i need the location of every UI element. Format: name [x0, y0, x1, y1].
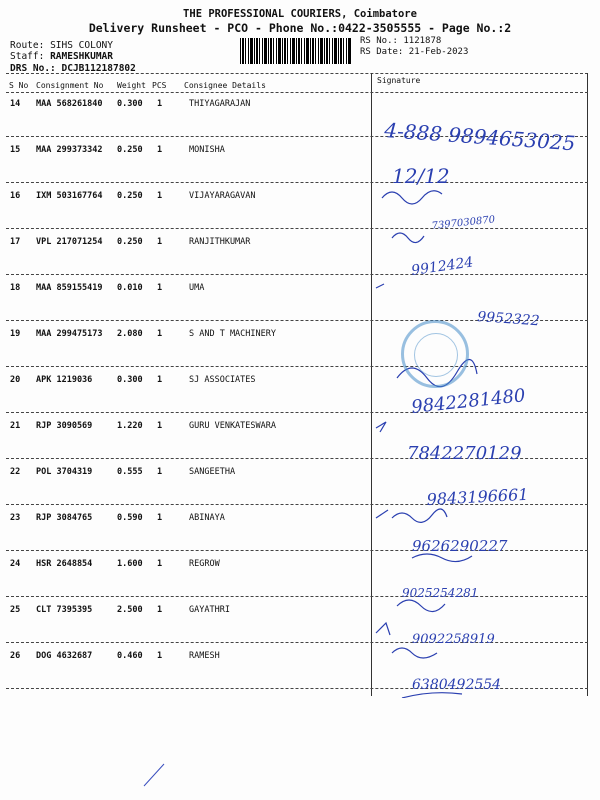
signature-scribble — [392, 233, 424, 243]
barcode — [240, 38, 352, 64]
weight-value: 0.010 — [117, 283, 143, 293]
rs-date-label: RS Date: — [360, 47, 404, 57]
signature-text: 9842281480 — [410, 385, 527, 418]
col-consignee-header: Consignee Details — [184, 81, 266, 90]
consignment-number: HSR 2648854 — [36, 559, 93, 569]
route-label: Route: — [10, 40, 45, 51]
pieces-count: 1 — [157, 375, 163, 385]
serial-number: 18 — [10, 283, 21, 293]
signature-scribble — [376, 284, 384, 288]
serial-number: 23 — [10, 513, 21, 523]
consignee-name: VIJAYARAGAVAN — [189, 191, 256, 201]
consignment-number: VPL 217071254 — [36, 237, 103, 247]
signature-scribble — [392, 509, 447, 522]
pen-stroke-mark — [140, 760, 170, 790]
signature-text: 7842270129 — [407, 443, 522, 464]
serial-number: 15 — [10, 145, 21, 155]
serial-number: 17 — [10, 237, 21, 247]
rs-no-label: RS No.: — [360, 36, 398, 46]
serial-number: 26 — [10, 651, 21, 661]
weight-value: 0.555 — [117, 467, 143, 477]
consignee-name: ABINAYA — [189, 513, 225, 523]
signature-scribble — [376, 422, 386, 432]
consignment-number: RJP 3090569 — [36, 421, 93, 431]
consignee-name: RANJITHKUMAR — [189, 237, 251, 247]
weight-value: 1.600 — [117, 559, 143, 569]
signature-scribble — [392, 648, 437, 658]
consignee-name: RAMESH — [189, 651, 220, 661]
consignment-number: RJP 3084765 — [36, 513, 93, 523]
signature-text: 9952322 — [476, 309, 541, 330]
col-weight-header: Weight — [117, 81, 146, 90]
col-signature-header: Signature — [377, 76, 421, 85]
staff-value: RAMESHKUMAR — [50, 51, 113, 62]
consignment-number: MAA 568261840 — [36, 99, 103, 109]
drs-label: DRS No.: — [10, 63, 56, 74]
pieces-count: 1 — [157, 467, 163, 477]
col-sno-header: S No — [9, 81, 29, 90]
col-pcs-header: PCS — [152, 81, 167, 90]
weight-value: 0.300 — [117, 375, 143, 385]
consignment-number: DOG 4632687 — [36, 651, 93, 661]
pieces-count: 1 — [157, 145, 163, 155]
consignee-name: S AND T MACHINERY — [189, 329, 276, 339]
serial-number: 22 — [10, 467, 21, 477]
serial-number: 19 — [10, 329, 21, 339]
rs-no-line — [360, 36, 441, 46]
pieces-count: 1 — [157, 513, 163, 523]
pieces-count: 1 — [157, 559, 163, 569]
company-stamp — [401, 320, 469, 388]
pieces-count: 1 — [157, 329, 163, 339]
consignment-number: MAA 299475173 — [36, 329, 103, 339]
weight-value: 0.460 — [117, 651, 143, 661]
staff-line — [10, 51, 113, 62]
serial-number: 16 — [10, 191, 21, 201]
pieces-count: 1 — [157, 283, 163, 293]
staff-label: Staff: — [10, 51, 45, 62]
signature-text: 9626290227 — [412, 537, 508, 555]
serial-number: 25 — [10, 605, 21, 615]
consignee-name: REGROW — [189, 559, 220, 569]
signature-scribble — [412, 554, 472, 562]
document-subtitle: Delivery Runsheet - PCO - Phone No.:0422-3505555 - Page No.:2 — [88, 21, 512, 35]
weight-value: 1.220 — [117, 421, 143, 431]
pieces-count: 1 — [157, 651, 163, 661]
consignee-name: GURU VENKATESWARA — [189, 421, 276, 431]
route-line — [10, 40, 113, 51]
drs-value: DCJB112187802 — [61, 63, 136, 74]
signature-text: 9025254281 — [402, 586, 479, 600]
consignee-name: GAYATHRI — [189, 605, 230, 615]
document-title: THE PROFESSIONAL COURIERS, Coimbatore — [183, 8, 417, 20]
signature-scribble — [376, 510, 388, 518]
signature-text: 12/12 — [392, 164, 450, 188]
rs-no-value: 1121878 — [403, 36, 442, 46]
signature-text: 7397030870 — [431, 214, 496, 232]
weight-value: 2.080 — [117, 329, 143, 339]
weight-value: 0.250 — [117, 191, 143, 201]
weight-value: 0.250 — [117, 145, 143, 155]
consignee-name: THIYAGARAJAN — [189, 99, 251, 109]
consignment-number: POL 3704319 — [36, 467, 93, 477]
signature-scribble — [382, 191, 442, 204]
signature-text: 9092258919 — [412, 632, 495, 647]
signature-text: 9843196661 — [426, 484, 529, 509]
consignment-number: MAA 859155419 — [36, 283, 103, 293]
pieces-count: 1 — [157, 605, 163, 615]
serial-number: 24 — [10, 559, 21, 569]
pieces-count: 1 — [157, 191, 163, 201]
consignee-name: MONISHA — [189, 145, 225, 155]
signature-text: 6380492554 — [412, 677, 502, 693]
weight-value: 0.300 — [117, 99, 143, 109]
weight-value: 2.500 — [117, 605, 143, 615]
signature-scribble — [397, 600, 445, 612]
signature-scribble — [402, 693, 462, 698]
pieces-count: 1 — [157, 237, 163, 247]
consignment-number: CLT 7395395 — [36, 605, 93, 615]
signature-scribble — [376, 623, 390, 635]
consignee-name: SJ ASSOCIATES — [189, 375, 256, 385]
serial-number: 14 — [10, 99, 21, 109]
header-top-rule — [6, 73, 588, 74]
signature-text: 9912424 — [410, 254, 475, 279]
signature-area — [372, 88, 587, 698]
pieces-count: 1 — [157, 421, 163, 431]
consignment-number: APK 1219036 — [36, 375, 93, 385]
signature-text: 4-888 9894653025 — [383, 118, 577, 156]
pieces-count: 1 — [157, 99, 163, 109]
weight-value: 0.590 — [117, 513, 143, 523]
route-value: SIHS COLONY — [50, 40, 113, 51]
weight-value: 0.250 — [117, 237, 143, 247]
rs-date-value: 21-Feb-2023 — [408, 47, 469, 57]
consignee-name: UMA — [189, 283, 205, 293]
consignment-number: MAA 299373342 — [36, 145, 103, 155]
consignment-number: IXM 503167764 — [36, 191, 103, 201]
rs-date-line — [360, 47, 468, 57]
serial-number: 20 — [10, 375, 21, 385]
consignee-name: SANGEETHA — [189, 467, 236, 477]
serial-number: 21 — [10, 421, 21, 431]
col-consignment-header: Consignment No — [36, 81, 104, 90]
